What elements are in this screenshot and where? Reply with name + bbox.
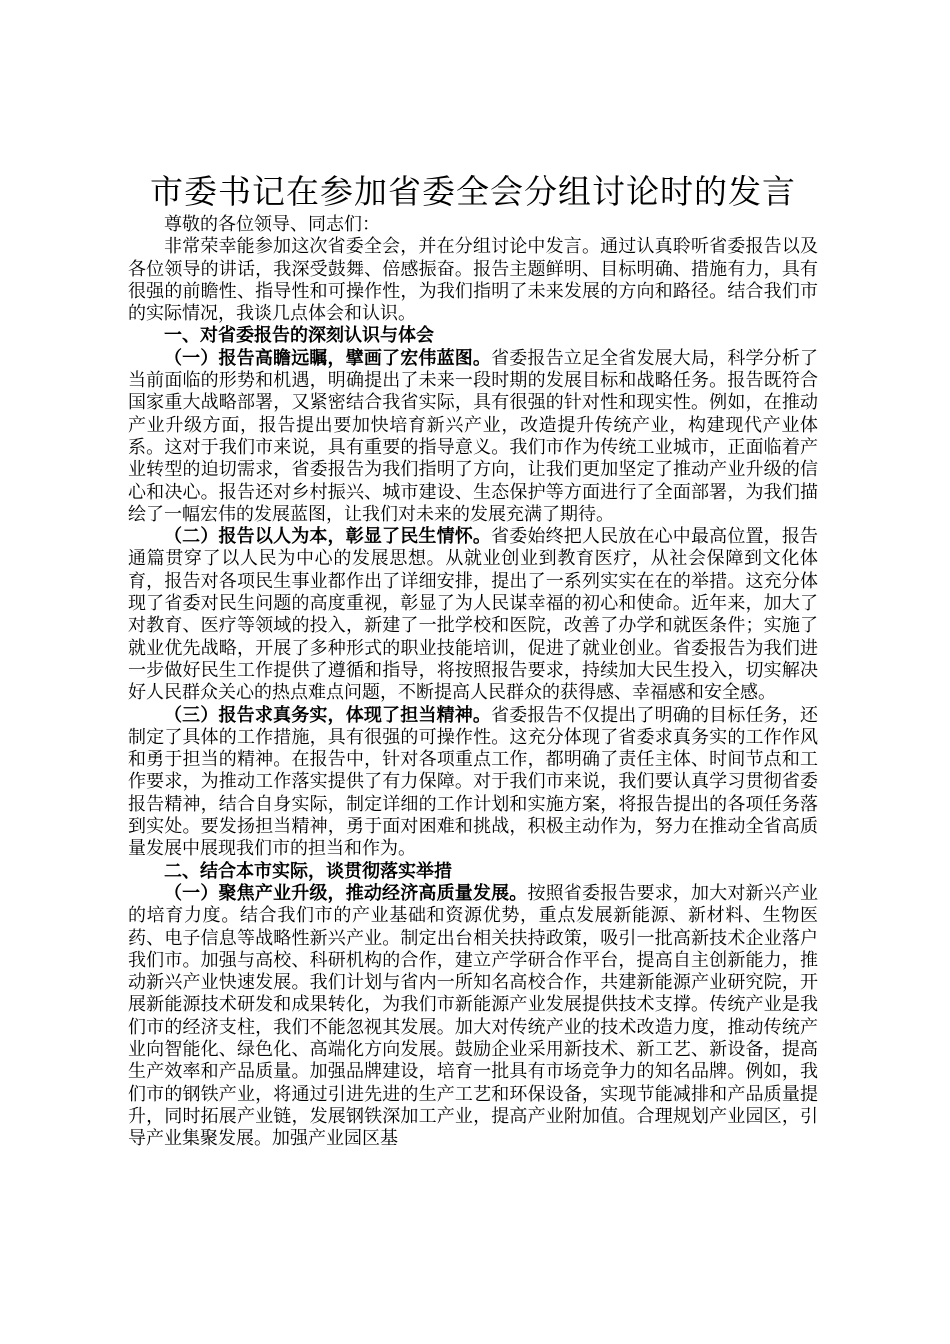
section-1-paragraph-2	[128, 526, 818, 704]
intro-paragraph: 非常荣幸能参加这次省委全会，并在分组讨论中发言。通过认真聆听省委报告以及各位领导的讲话，我深受鼓舞、倍感振奋。报告主题鲜明、目标明确、措施有力，具有很强的前瞻性、指导性和可操作性，为我们指明了未来发展的方向和路径。结合我们市的实际情况，我谈几点体会和认识。	[128, 236, 818, 325]
paragraph-lead: （二）报告以人为本，彰显了民生情怀。	[164, 526, 492, 548]
paragraph-lead: （三）报告求真务实，体现了担当精神。	[164, 704, 492, 726]
paragraph-lead: （一）报告高瞻远瞩，擘画了宏伟蓝图。	[164, 347, 492, 369]
paragraph-lead: （一）聚焦产业升级，推动经济高质量发展。	[164, 882, 528, 904]
paragraph-body: 省委始终把人民放在心中最高位置，报告通篇贯穿了以人民为中心的发展思想。从就业创业到教育医疗，从社会保障到文化体育，报告对各项民生事业都作出了详细安排，提出了一系列实实在在的举措。这充分体现了省委对民生问题的高度重视，彰显了为人民谋幸福的初心和使命。近年来，加大了对教育、医疗等领域的投入，新建了一批学校和医院，改善了办学和就医条件；实施了就业优先战略，开展了多种形式的职业技能培训，促进了就业创业。省委报告为我们进一步做好民生工作提供了遵循和指导，将按照报告要求，持续加大民生投入，切实解决好人民群众关心的热点难点问题，不断提高人民群众的获得感、幸福感和安全感。	[128, 526, 819, 704]
paragraph-body: 省委报告立足全省发展大局，科学分析了当前面临的形势和机遇，明确提出了未来一段时期的发展目标和战略任务。报告既符合国家重大战略部署，又紧密结合我省实际，具有很强的针对性和现实性。例如，在推动产业升级方面，报告提出要加快培育新兴产业，改造提升传统产业，构建现代产业体系。这对于我们市来说，具有重要的指导意义。我们市作为传统工业城市，正面临着产业转型的迫切需求，省委报告为我们指明了方向，让我们更加坚定了推动产业升级的信心和决心。报告还对乡村振兴、城市建设、生态保护等方面进行了全面部署，为我们描绘了一幅宏伟的发展蓝图，让我们对未来的发展充满了期待。	[128, 347, 819, 525]
document-page	[128, 170, 818, 1150]
section-1-heading: 一、对省委报告的深刻认识与体会	[164, 325, 434, 347]
paragraph-body: 省委报告不仅提出了明确的目标任务，还制定了具体的工作措施，具有很强的可操作性。这充分体现了省委求真务实的工作作风和勇于担当的精神。在报告中，针对各项重点工作，都明确了责任主体、时间节点和工作要求，为推动工作落实提供了有力保障。对于我们市来说，我们要认真学习贯彻省委报告精神，结合自身实际，制定详细的工作计划和实施方案，将报告提出的各项任务落到实处。要发扬担当精神，勇于面对困难和挑战，积极主动作为，努力在推动全省高质量发展中展现我们市的担当和作为。	[128, 704, 819, 860]
paragraph-body: 按照省委报告要求，加大对新兴产业的培育力度。结合我们市的产业基础和资源优势，重点发展新能源、新材料、生物医药、电子信息等战略性新兴产业。制定出台相关扶持政策，吸引一批高新技术企业落户我们市。加强与高校、科研机构的合作，建立产学研合作平台，提高自主创新能力，推动新兴产业快速发展。我们计划与省内一所知名高校合作，共建新能源产业研究院，开展新能源技术研发和成果转化，为我们市新能源产业发展提供技术支撑。传统产业是我们市的经济支柱，我们不能忽视其发展。加大对传统产业的技术改造力度，推动传统产业向智能化、绿色化、高端化方向发展。鼓励企业采用新技术、新工艺、新设备，提高生产效率和产品质量。加强品牌建设，培育一批具有市场竞争力的知名品牌。例如，我们市的钢铁产业，将通过引进先进的生产工艺和环保设备，实现节能减排和产品质量提升，同时拓展产业链，发展钢铁深加工产业，提高产业附加值。合理规划产业园区，引导产业集聚发展。加强产业园区基	[128, 882, 819, 1150]
section-1-paragraph-1	[128, 348, 818, 526]
document-title: 市委书记在参加省委全会分组讨论时的发言	[150, 172, 796, 211]
section-1-paragraph-3	[128, 705, 818, 861]
greeting: 尊敬的各位领导、同志们：	[164, 214, 380, 235]
section-2-paragraph-1	[128, 883, 818, 1151]
section-2-heading: 二、结合本市实际，谈贯彻落实举措	[164, 860, 452, 882]
